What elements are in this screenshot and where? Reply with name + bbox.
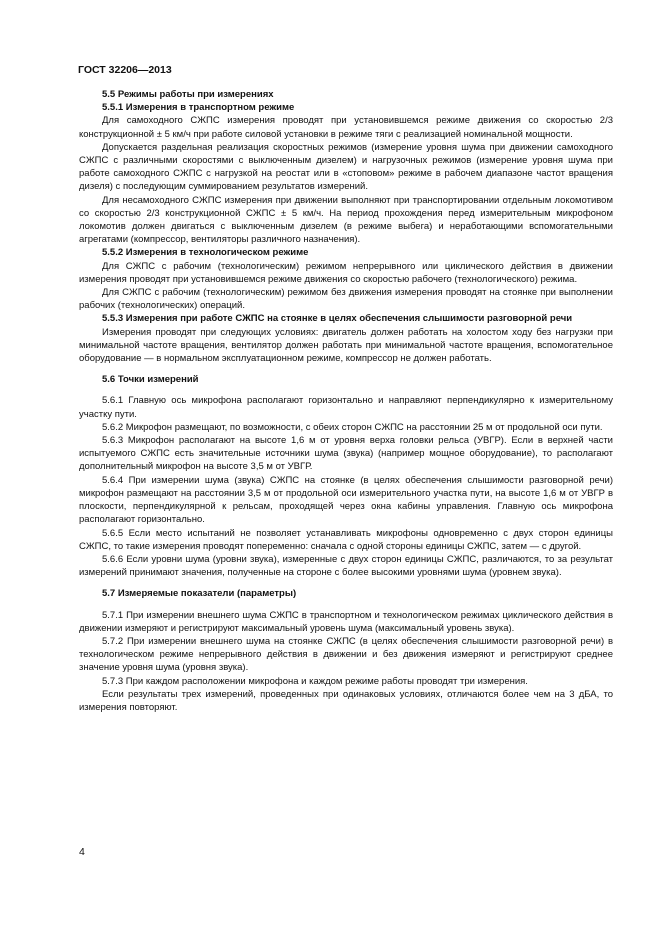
page-number: 4 <box>79 846 85 858</box>
document-header: ГОСТ 32206—2013 <box>78 64 172 76</box>
paragraph: 5.7.3 При каждом расположении микрофона и каждом режиме работы проводят три измерения. <box>102 675 528 687</box>
paragraph: 5.6.4 При измерении шума (звука) СЖПС на стоянке (в целях обеспечения слышимости разговорной речи) микрофон размещают на расстоянии 3,5 м от продольной оси измерительного участка пути, на высоте 1,6 м от УВГР в плоскости, перпендикулярной к рельсам, проходящей через окна кабины управления. Главную ось микрофона располагают горизонтально. <box>79 474 613 526</box>
section-heading: 5.5 Режимы работы при измерениях <box>102 89 274 100</box>
paragraph: 5.6.6 Если уровни шума (уровни звука), измеренные с двух сторон единицы СЖПС, различаются, то за результат измерений принимают значения, полученные на стороне с более высокими уровнями шума (уровнем звука). <box>79 553 613 579</box>
paragraph: 5.6.5 Если место испытаний не позволяет устанавливать микрофоны одновременно с двух сторон единицы СЖПС, то такие измерения проводят попеременно: сначала с одной стороны единицы СЖПС, затем — с другой. <box>79 527 613 552</box>
paragraph: Для самоходного СЖПС измерения проводят при установившемся режиме движения со скоростью 2/3 конструкционной ± 5 км/ч при работе силовой установки в режиме тяги с реализацией номинальной мощности. <box>79 115 613 140</box>
section-heading: 5.6 Точки измерений <box>102 374 199 386</box>
paragraph: 5.6.1 Главную ось микрофона располагают горизонтально и направляют перпендикулярно к измерительному участку пути. <box>79 395 613 420</box>
paragraph: 5.7.1 При измерении внешнего шума СЖПС в транспортном и технологическом режимах циклического действия в движении измеряют и регистрируют максимальный уровень шума (максимальный уровень звука). <box>79 609 613 634</box>
paragraph: 5.6.3 Микрофон располагают на высоте 1,6 м от уровня верха головки рельса (УВГР). Если в верхней части испытуемого СЖПС есть значительные источники шума (звука) (например мощное оборудование), то располагают дополнительный микрофон на высоте 3,5 м от УВГР. <box>79 435 613 473</box>
section-heading: 5.5.1 Измерения в транспортном режиме <box>102 102 295 114</box>
paragraph: Для СЖПС с рабочим (технологическим) режимом без движения измерения проводят на стоянке при выполнении рабочих (технологических) операций. <box>79 287 613 312</box>
section-heading: 5.5.2 Измерения в технологическом режиме <box>102 247 309 259</box>
document-body <box>79 84 613 714</box>
section-heading: 5.5.3 Измерения при работе СЖПС на стоянке в целях обеспечения слышимости разговорной речи <box>102 313 573 325</box>
paragraph: Если результаты трех измерений, проведенных при одинаковых условиях, отличаются более чем на 3 дБА, то измерения повторяют. <box>79 688 613 713</box>
paragraph: 5.7.2 При измерении внешнего шума на стоянке СЖПС (в целях обеспечения слышимости разговорной речи) в технологическом режиме непрерывного действия в движении и без движения измеряют и регистрируют среднее значение уровня шума (уровня звука). <box>79 635 613 674</box>
section-heading: 5.7 Измеряемые показатели (параметры) <box>102 588 297 600</box>
paragraph: 5.6.2 Микрофон размещают, по возможности, с обеих сторон СЖПС на расстоянии 25 м от продольной оси пути. <box>102 421 603 433</box>
paragraph: Измерения проводят при следующих условиях: двигатель должен работать на холостом ходу без нагрузки при минимальной частоте вращения, вентилятор должен работать при минимальной частоте вращения, вспомогательное оборудование — в нормальном эксплуатационном режиме, компрессор не должен работать. <box>79 326 613 365</box>
paragraph: Допускается раздельная реализация скоростных режимов (измерение уровня шума при движении самоходного СЖПС с различными скоростями с выключенным дизелем) и нагрузочных режимов (измерение уровня шума при работе самоходного СЖПС с нагрузкой на реостат или в «стоповом» режиме в рабочем диапазоне частот вращения дизеля) с последующим суммированием результатов измерений. <box>79 141 613 193</box>
paragraph: Для СЖПС с рабочим (технологическим) режимом непрерывного или циклического действия в движении измерения проводят при установившемся режиме движения со скоростью рабочего (технологического) режима. <box>79 260 613 285</box>
paragraph: Для несамоходного СЖПС измерения при движении выполняют при транспортировании отдельным локомотивом со скоростью 2/3 конструкционной СЖПС ± 5 км/ч. На период прохождения перед измерительным микрофоном локомотив должен двигаться с выключенным дизелем (в режиме выбега) и неработающими вспомогательными агрегатами (компрессор, вентиляторы различного назначения). <box>79 194 613 246</box>
